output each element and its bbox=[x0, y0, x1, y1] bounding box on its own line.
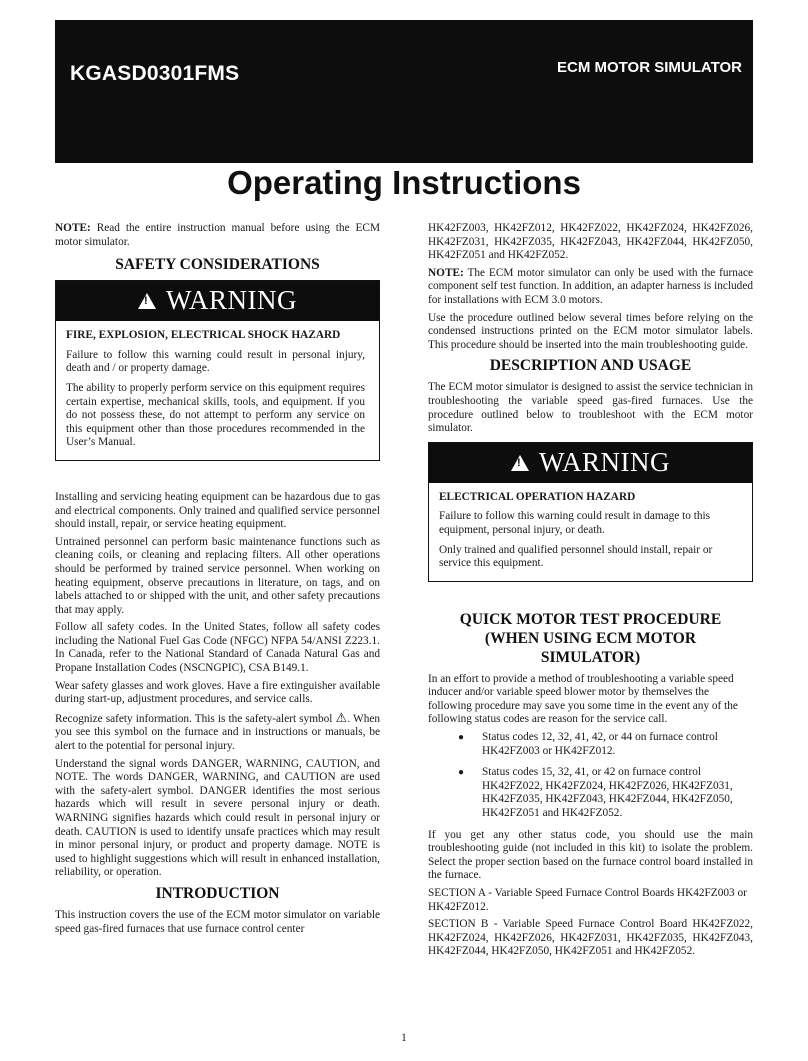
list-item bbox=[458, 766, 753, 820]
warning-body bbox=[429, 483, 752, 581]
warning-triangle-icon bbox=[511, 455, 529, 471]
warning-label: WARNING bbox=[166, 285, 297, 316]
body-paragraph: HK42FZ003, HK42FZ012, HK42FZ022, HK42FZ024, HK42FZ026, HK42FZ031, HK42FZ035, HK42FZ043, HK42FZ044, HK42FZ050, HK42FZ051 and HK42FZ052. bbox=[428, 222, 753, 262]
list-item-text: Status codes 15, 32, 41, or 42 on furnace control HK42FZ022, HK42FZ024, HK42FZ026, HK42FZ031, HK42FZ035, HK42FZ043, HK42FZ044, HK42FZ050, HK42FZ051 and HK42FZ052. bbox=[482, 766, 733, 820]
body-paragraph: SECTION B - Variable Speed Furnace Control Board HK42FZ022, HK42FZ024, HK42FZ026, HK42FZ031, HK42FZ035, HK42FZ043, HK42FZ044, HK42FZ050, HK42FZ051 and HK42FZ052. bbox=[428, 918, 753, 958]
body-paragraph bbox=[55, 711, 380, 754]
hazard-title: ELECTRICAL OPERATION HAZARD bbox=[439, 490, 636, 503]
warning-header bbox=[429, 443, 752, 483]
body-paragraph: SECTION A - Variable Speed Furnace Control Boards HK42FZ003 or HK42FZ012. bbox=[428, 887, 747, 913]
safety-alert-icon: ⚠ bbox=[335, 709, 348, 725]
body-paragraph: Understand the signal words DANGER, WARNING, CAUTION, and NOTE. The words DANGER, WARNING, and CAUTION are used with the safety-alert symbol. DANGER identifies the most serious hazards which will result in severe personal injury or death. WARNING signifies hazards which could result in personal injury or death. CAUTION is used to identify unsafe practices which may result in minor personal injury, or product and property damage. NOTE is used to highlight suggestions which will result in enhanced installation, reliability, or operation. bbox=[55, 757, 380, 879]
list-item bbox=[458, 731, 753, 758]
note-label: NOTE: bbox=[55, 222, 91, 234]
body-paragraph: Follow all safety codes. In the United States, follow all safety codes including the National Fuel Gas Code (NFGC) NFPA 54/ANSI Z223.1. In Canada, refer to the National Standard of Canada Natural Gas and Propane Installation Codes (NSCNGPIC), CSA B149.1. bbox=[55, 621, 380, 675]
body-paragraph: Use the procedure outlined below several times before relying on the condensed instructions printed on the ECM motor simulator labels. This procedure should be inserted into the main troubleshooting guide. bbox=[428, 311, 753, 351]
product-name: ECM MOTOR SIMULATOR bbox=[557, 59, 742, 76]
body-paragraph: This instruction covers the use of the ECM motor simulator on variable speed gas-fired furnaces that use furnace control center bbox=[55, 908, 380, 935]
note-text: Read the entire instruction manual before using the ECM motor simulator. bbox=[55, 222, 380, 248]
warning-text: Failure to follow this warning could result in personal injury, death and / or property damage. bbox=[66, 348, 365, 375]
bullet-icon: ● bbox=[458, 767, 465, 779]
warning-label: WARNING bbox=[539, 446, 670, 477]
warning-header bbox=[56, 281, 379, 321]
recognize-text: Recognize safety information. This is the safety-alert symbol bbox=[55, 712, 336, 725]
body-paragraph: If you get any other status code, you should use the main troubleshooting guide (not included in this kit) to isolate the problem. Select the proper section based on the furnace control board installed in the furnace. bbox=[428, 828, 753, 882]
warning-triangle-icon bbox=[138, 293, 156, 309]
body-paragraph: Untrained personnel can perform basic maintenance functions such as cleaning coils, or cleaning and replacing filters. All other operations should be performed by trained service personnel. When working on heating equipment, observe precautions in literature, on tags, and on labels attached to or shipped with the unit, and other safety precautions that may apply. bbox=[55, 535, 380, 616]
page-number: 1 bbox=[401, 1032, 407, 1044]
body-paragraph: The ECM motor simulator is designed to assist the service technician in troubleshooting the variable speed gas-fired furnaces. Use the procedure outlined below to troubleshoot with the ECM motor simulator. bbox=[428, 381, 753, 435]
introduction-heading: INTRODUCTION bbox=[155, 884, 280, 902]
recognize-text: . When you see this symbol on the furnace and in instructions or manuals, be alert to the potential for personal injury. bbox=[55, 712, 380, 753]
warning-box-electrical bbox=[428, 442, 753, 582]
warning-body bbox=[56, 321, 379, 460]
warning-box-fire bbox=[55, 280, 380, 461]
list-item-text: Status codes 12, 32, 41, 42, or 44 on furnace control HK42FZ003 or HK42FZ012. bbox=[482, 731, 718, 757]
note-paragraph bbox=[55, 222, 380, 249]
left-column bbox=[55, 222, 380, 942]
description-heading: DESCRIPTION AND USAGE bbox=[489, 357, 692, 375]
status-code-list bbox=[428, 731, 753, 821]
warning-text: Failure to follow this warning could result in damage to this equipment, personal injury, or death. bbox=[439, 510, 711, 536]
hazard-title: FIRE, EXPLOSION, ELECTRICAL SHOCK HAZARD bbox=[66, 329, 341, 342]
bullet-icon: ● bbox=[458, 732, 465, 744]
quick-test-heading: QUICK MOTOR TEST PROCEDURE (WHEN USING ECM MOTOR SIMULATOR) bbox=[459, 610, 722, 666]
model-number: KGASD0301FMS bbox=[70, 62, 240, 85]
note-text: The ECM motor simulator can only be used with the furnace component self test function. In addition, an adapter harness is included for installations with ECM 3.0 motors. bbox=[428, 266, 753, 306]
body-paragraph: Wear safety glasses and work gloves. Have a fire extinguisher available during start-up, adjustment procedures, and service calls. bbox=[55, 679, 380, 706]
safety-heading: SAFETY CONSIDERATIONS bbox=[115, 256, 320, 274]
note-label: NOTE: bbox=[428, 266, 464, 279]
header-band bbox=[55, 20, 753, 163]
body-paragraph: In an effort to provide a method of troubleshooting a variable speed inducer and/or variable speed blower motor by themselves the following procedure may save you some time in the event any of the following status codes are reason for the service call. bbox=[428, 672, 738, 726]
body-paragraph: Installing and servicing heating equipment can be hazardous due to gas and electrical components. Only trained and qualified service personnel should install, repair, or service heating equipment. bbox=[55, 490, 380, 531]
right-column bbox=[428, 222, 753, 963]
page-title: Operating Instructions bbox=[227, 164, 581, 201]
note-paragraph bbox=[428, 267, 753, 308]
warning-text: The ability to properly perform service on this equipment requires certain expertise, mechanical skills, tools, and equipment. If you do not possess these, do not attempt to perform any service on this equipment other than those procedures recommended in the User’s Manual. bbox=[66, 381, 365, 449]
warning-text: Only trained and qualified personnel should install, repair or service this equipment. bbox=[439, 543, 713, 570]
